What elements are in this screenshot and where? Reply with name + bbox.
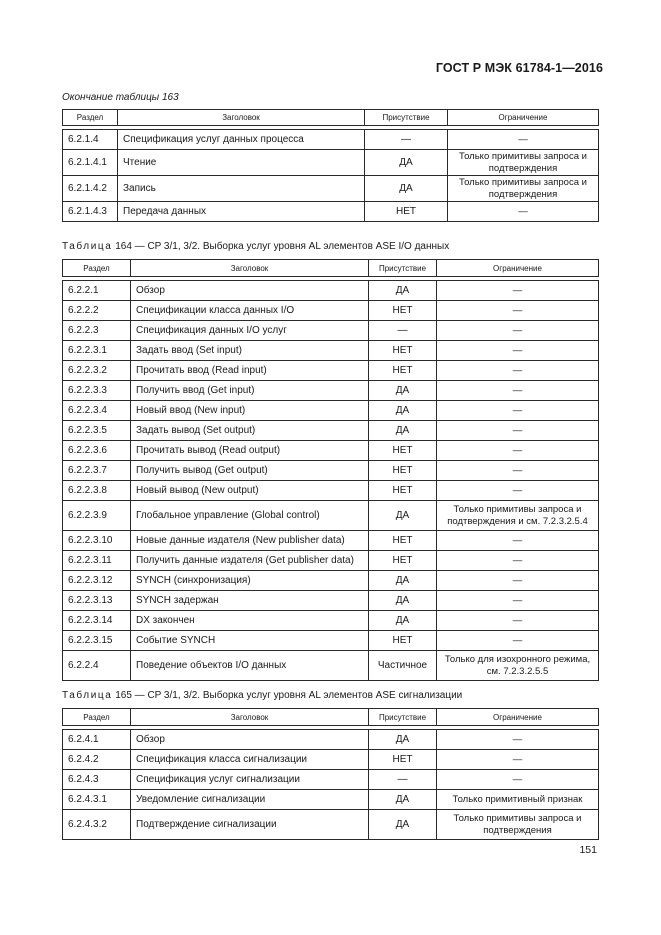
cell-title: Спецификация услуг сигнализации — [131, 770, 369, 790]
cell-presence: ДА — [369, 611, 437, 631]
cell-section: 6.2.4.2 — [63, 750, 131, 770]
cell-presence: Частичное — [369, 651, 437, 681]
cell-restriction: — — [448, 202, 599, 222]
table-row — [63, 651, 599, 681]
cell-restriction: — — [437, 750, 599, 770]
cell-presence: — — [369, 770, 437, 790]
cell-section: 6.2.2.4 — [63, 651, 131, 681]
table-row — [63, 631, 599, 651]
cell-title: Уведомление сигнализации — [131, 790, 369, 810]
cell-title: Новый вывод (New output) — [131, 481, 369, 501]
cell-restriction: — — [437, 421, 599, 441]
cell-section: 6.2.2.3.12 — [63, 571, 131, 591]
cell-restriction: — — [437, 341, 599, 361]
cell-restriction: — — [437, 381, 599, 401]
column-header-title: Заголовок — [118, 110, 365, 126]
table-165 — [62, 708, 599, 840]
cell-section: 6.2.1.4.3 — [63, 202, 118, 222]
table164-caption-text: 164 — CP 3/1, 3/2. Выборка услуг уровня AL элементов ASE I/O данных — [115, 241, 450, 252]
cell-section: 6.2.2.3.5 — [63, 421, 131, 441]
cell-title: Подтверждение сигнализации — [131, 810, 369, 840]
table-row — [63, 341, 599, 361]
table-row — [63, 551, 599, 571]
column-header-title: Заголовок — [131, 709, 369, 726]
table165-caption-label: Таблица — [62, 690, 113, 701]
table-row — [63, 501, 599, 531]
cell-restriction: Только примитивы запроса и подтверждения — [448, 176, 599, 202]
cell-restriction: — — [437, 281, 599, 301]
table-row — [63, 361, 599, 381]
cell-presence: ДА — [369, 730, 437, 750]
cell-title: Получить вывод (Get output) — [131, 461, 369, 481]
cell-section: 6.2.2.3.1 — [63, 341, 131, 361]
column-header-section: Раздел — [63, 709, 131, 726]
table-row — [63, 281, 599, 301]
cell-section: 6.2.4.3.2 — [63, 810, 131, 840]
cell-restriction: — — [437, 481, 599, 501]
table-row — [63, 531, 599, 551]
cell-title: Новые данные издателя (New publisher data) — [131, 531, 369, 551]
table-row — [63, 730, 599, 750]
column-header-title: Заголовок — [131, 260, 369, 277]
cell-section: 6.2.4.3 — [63, 770, 131, 790]
cell-section: 6.2.1.4.2 — [63, 176, 118, 202]
cell-section: 6.2.2.3.8 — [63, 481, 131, 501]
table-row — [63, 321, 599, 341]
cell-presence: ДА — [369, 591, 437, 611]
table-row — [63, 591, 599, 611]
cell-title: Передача данных — [118, 202, 365, 222]
cell-title: Прочитать вывод (Read output) — [131, 441, 369, 461]
cell-section: 6.2.2.3.9 — [63, 501, 131, 531]
table-row — [63, 401, 599, 421]
table-row — [63, 790, 599, 810]
cell-restriction: Только примитивы запроса и подтверждения — [437, 810, 599, 840]
cell-restriction: Только примитивы запроса и подтверждения — [448, 150, 599, 176]
cell-section: 6.2.2.3.7 — [63, 461, 131, 481]
cell-title: Глобальное управление (Global control) — [131, 501, 369, 531]
cell-section: 6.2.2.3.3 — [63, 381, 131, 401]
cell-title: Чтение — [118, 150, 365, 176]
cell-presence: НЕТ — [369, 481, 437, 501]
table164-caption — [62, 241, 449, 252]
cell-restriction: — — [437, 591, 599, 611]
column-header-section: Раздел — [63, 110, 118, 126]
column-header-presence: Присутствие — [365, 110, 448, 126]
cell-presence: ДА — [369, 401, 437, 421]
column-header-restriction: Ограничение — [448, 110, 599, 126]
column-header-presence: Присутствие — [369, 260, 437, 277]
cell-presence: НЕТ — [369, 441, 437, 461]
column-header-restriction: Ограничение — [437, 709, 599, 726]
table-row — [63, 810, 599, 840]
cell-section: 6.2.2.1 — [63, 281, 131, 301]
cell-presence: НЕТ — [369, 750, 437, 770]
cell-title: Поведение объектов I/O данных — [131, 651, 369, 681]
cell-presence: ДА — [369, 381, 437, 401]
table-row — [63, 770, 599, 790]
cell-title: Обзор — [131, 730, 369, 750]
cell-presence: ДА — [365, 150, 448, 176]
table-row — [63, 441, 599, 461]
table165-caption-text: 165 — CP 3/1, 3/2. Выборка услуг уровня AL элементов ASE сигнализации — [115, 690, 463, 701]
cell-section: 6.2.4.1 — [63, 730, 131, 750]
cell-restriction: — — [437, 531, 599, 551]
cell-presence: НЕТ — [369, 631, 437, 651]
cell-title: Запись — [118, 176, 365, 202]
table-row — [63, 176, 599, 202]
table-row — [63, 611, 599, 631]
table-row — [63, 150, 599, 176]
cell-restriction: — — [437, 301, 599, 321]
page-number: 151 — [579, 844, 597, 856]
cell-section: 6.2.2.3.11 — [63, 551, 131, 571]
cell-presence: НЕТ — [369, 461, 437, 481]
cell-restriction: — — [437, 611, 599, 631]
cell-section: 6.2.2.3.4 — [63, 401, 131, 421]
cell-title: Получить ввод (Get input) — [131, 381, 369, 401]
cell-section: 6.2.2.3.15 — [63, 631, 131, 651]
cell-restriction: Только примитивы запроса и подтверждения и см. 7.2.3.2.5.4 — [437, 501, 599, 531]
cell-title: Получить данные издателя (Get publisher data) — [131, 551, 369, 571]
cell-title: DX закончен — [131, 611, 369, 631]
table164-caption-label: Таблица — [62, 241, 113, 252]
cell-title: Обзор — [131, 281, 369, 301]
cell-restriction: — — [448, 130, 599, 150]
table-row — [63, 461, 599, 481]
cell-restriction: — — [437, 401, 599, 421]
cell-presence: НЕТ — [369, 551, 437, 571]
table-row — [63, 301, 599, 321]
cell-title: SYNCH (синхронизация) — [131, 571, 369, 591]
table-row — [63, 571, 599, 591]
cell-title: Новый ввод (New input) — [131, 401, 369, 421]
cell-section: 6.2.2.3.10 — [63, 531, 131, 551]
cell-restriction: — — [437, 361, 599, 381]
table-row — [63, 381, 599, 401]
cell-title: Спецификация услуг данных процесса — [118, 130, 365, 150]
cell-title: Спецификации класса данных I/O — [131, 301, 369, 321]
cell-section: 6.2.2.3.2 — [63, 361, 131, 381]
cell-title: SYNCH задержан — [131, 591, 369, 611]
table-163 — [62, 109, 599, 222]
cell-presence: ДА — [369, 421, 437, 441]
cell-presence: НЕТ — [369, 531, 437, 551]
cell-restriction: — — [437, 461, 599, 481]
cell-title: Задать вывод (Set output) — [131, 421, 369, 441]
cell-section: 6.2.2.3.13 — [63, 591, 131, 611]
document-header: ГОСТ Р МЭК 61784-1—2016 — [435, 61, 603, 75]
cell-restriction: Только примитивный признак — [437, 790, 599, 810]
cell-presence: ДА — [365, 176, 448, 202]
cell-presence: ДА — [369, 790, 437, 810]
cell-restriction: — — [437, 631, 599, 651]
table165-caption — [62, 690, 462, 701]
cell-section: 6.2.2.3.14 — [63, 611, 131, 631]
cell-presence: — — [365, 130, 448, 150]
column-header-presence: Присутствие — [369, 709, 437, 726]
cell-restriction: — — [437, 551, 599, 571]
cell-section: 6.2.1.4 — [63, 130, 118, 150]
cell-presence: — — [369, 321, 437, 341]
cell-title: Спецификация данных I/O услуг — [131, 321, 369, 341]
cell-title: Задать ввод (Set input) — [131, 341, 369, 361]
cell-restriction: — — [437, 441, 599, 461]
column-header-restriction: Ограничение — [437, 260, 599, 277]
cell-restriction: — — [437, 321, 599, 341]
cell-presence: НЕТ — [369, 341, 437, 361]
table-row — [63, 481, 599, 501]
table-row — [63, 421, 599, 441]
table-row — [63, 130, 599, 150]
cell-section: 6.2.2.2 — [63, 301, 131, 321]
column-header-section: Раздел — [63, 260, 131, 277]
cell-presence: НЕТ — [365, 202, 448, 222]
table-164 — [62, 259, 599, 681]
cell-title: Событие SYNCH — [131, 631, 369, 651]
cell-section: 6.2.2.3 — [63, 321, 131, 341]
cell-restriction: — — [437, 730, 599, 750]
cell-presence: ДА — [369, 501, 437, 531]
cell-restriction: Только для изохронного режима, см. 7.2.3.2.5.5 — [437, 651, 599, 681]
cell-section: 6.2.4.3.1 — [63, 790, 131, 810]
cell-section: 6.2.2.3.6 — [63, 441, 131, 461]
cell-presence: НЕТ — [369, 301, 437, 321]
cell-presence: ДА — [369, 281, 437, 301]
cell-presence: ДА — [369, 571, 437, 591]
table-row — [63, 750, 599, 770]
cell-restriction: — — [437, 571, 599, 591]
cell-restriction: — — [437, 770, 599, 790]
table163-caption: Окончание таблицы 163 — [62, 92, 179, 103]
table-row — [63, 202, 599, 222]
cell-presence: ДА — [369, 810, 437, 840]
cell-title: Спецификация класса сигнализации — [131, 750, 369, 770]
cell-section: 6.2.1.4.1 — [63, 150, 118, 176]
cell-presence: НЕТ — [369, 361, 437, 381]
cell-title: Прочитать ввод (Read input) — [131, 361, 369, 381]
